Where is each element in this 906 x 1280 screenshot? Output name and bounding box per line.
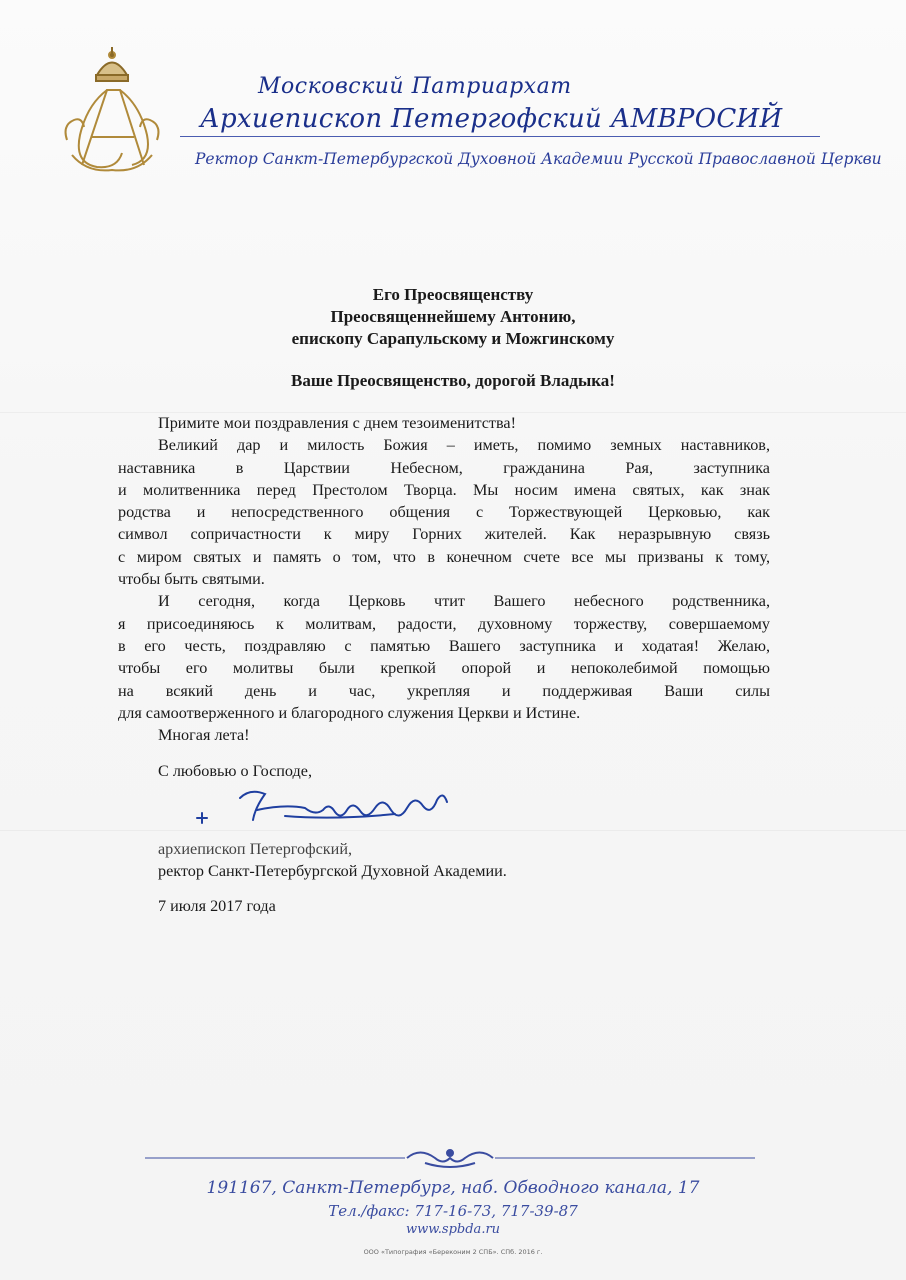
- body-line: для самоотверженного и благородного служения Церкви и Истине.: [118, 703, 581, 722]
- body-line: символ сопричастности к миру Горних жителей. Как неразрывную связь: [118, 525, 770, 544]
- body-line: на всякий день и час, укрепляя и поддерживая Ваши силы: [118, 681, 770, 700]
- body-line: родства и непосредственного общения с Торжествующей Церковью, как: [118, 503, 770, 522]
- body-line: и молитвенника перед Престолом Творца. Мы носим имена святых, как знак: [118, 480, 770, 499]
- body-line: Многая лета!: [158, 726, 250, 745]
- addressee-line: Его Преосвященству: [372, 285, 534, 304]
- body-line: я присоединяюсь к молитвам, радости, духовному торжеству, совершаемому: [118, 614, 770, 633]
- body-line: чтобы быть святыми.: [118, 570, 265, 589]
- body-line: наставника в Царствии Небесном, гражданина Рая, заступника: [118, 458, 770, 477]
- letter-date: 7 июля 2017 года: [158, 897, 276, 915]
- signer-position: ректор Санкт-Петербургской Духовной Академии.: [158, 862, 507, 880]
- body-line: И сегодня, когда Церковь чтит Вашего небесного родственника,: [158, 592, 770, 611]
- footer-ornament-icon: [145, 1145, 755, 1171]
- letter-body: [118, 412, 770, 746]
- salutation: Ваше Преосвященство, дорогой Владыка!: [291, 371, 615, 390]
- footer-website[interactable]: www.spbda.ru: [405, 1222, 501, 1237]
- letterhead-divider: [180, 136, 820, 137]
- body-line: Великий дар и милость Божия – иметь, помимо земных наставников,: [158, 436, 770, 455]
- signer-title: архиепископ Петергофский,: [158, 840, 353, 858]
- closing-phrase: С любовью о Господе,: [158, 762, 313, 780]
- addressee-line: епископу Сарапульскому и Можгинскому: [291, 329, 615, 348]
- footer-printer-note: ООО «Типография «Береконим 2 СПБ». СПб. 2016 г.: [363, 1248, 543, 1256]
- footer-phone: Тел./факс: 717-16-73, 717-39-87: [328, 1202, 578, 1220]
- body-line: в его честь, поздравляю с памятью Вашего заступника и ходатая! Желаю,: [118, 636, 770, 655]
- letterhead-rector: Ректор Санкт-Петербургской Духовной Академии Русской Православной Церкви: [195, 150, 882, 168]
- handwritten-signature-icon: [195, 780, 455, 840]
- addressee-block: [0, 284, 906, 350]
- footer-address: 191167, Санкт-Петербург, наб. Обводного канала, 17: [206, 1178, 700, 1198]
- crowned-monogram-icon: [52, 45, 172, 175]
- letterhead-archbishop: Архиепископ Петергофский АМВРОСИЙ: [200, 104, 783, 134]
- body-line: чтобы его молитвы были крепкой опорой и непоколебимой помощью: [118, 659, 770, 678]
- addressee-line: Преосвященнейшему Антонию,: [330, 307, 576, 326]
- body-line: Примите мои поздравления с днем тезоименитства!: [158, 414, 516, 432]
- body-line: с миром святых и память о том, что в конечном счете все мы призваны к тому,: [118, 547, 770, 566]
- letterhead-patriarchate: Московский Патриархат: [258, 74, 572, 99]
